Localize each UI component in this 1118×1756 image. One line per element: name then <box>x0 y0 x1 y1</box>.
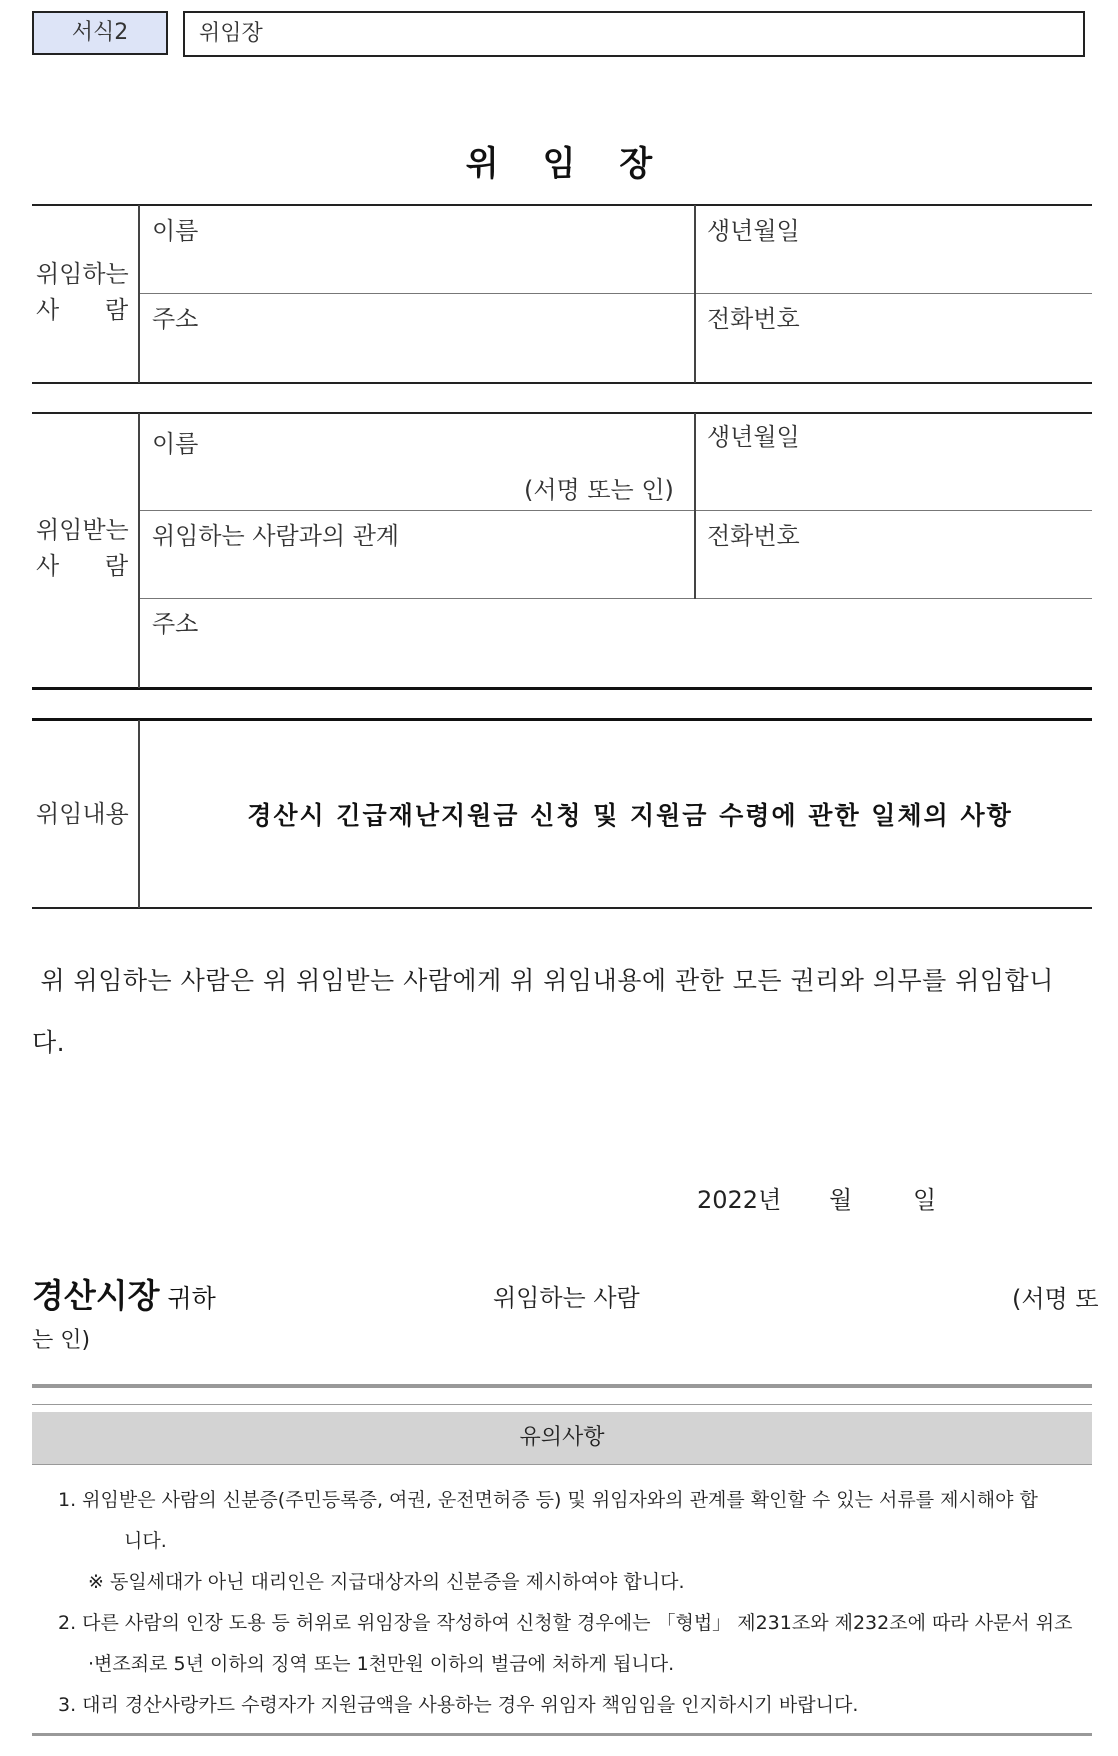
form-name-box: 위임장 <box>183 11 1085 57</box>
delegator-label-line1: 위임하는 <box>36 260 129 288</box>
sign-note: (서명 또 <box>1012 1285 1099 1313</box>
delegate-birth-field[interactable]: 생년월일 <box>707 423 800 451</box>
column-divider <box>694 413 696 599</box>
delegate-signature-note: (서명 또는 인) <box>524 476 674 504</box>
table-top-border <box>32 412 1092 414</box>
row-divider <box>139 510 1092 511</box>
date-day[interactable]: 일 <box>913 1186 937 1214</box>
statement-line: 다. <box>32 1028 66 1057</box>
delegator-label-line2: 사 람 <box>36 296 129 324</box>
notice-title: 유의사항 <box>32 1412 1092 1464</box>
page-title: 위임장 <box>465 144 697 184</box>
addressee <box>32 1270 216 1317</box>
signer-label[interactable]: 위임하는 사람 <box>493 1284 640 1312</box>
notice-divider <box>32 1464 1092 1465</box>
addressee-suffix: 귀하 <box>167 1284 216 1313</box>
delegate-name-field[interactable]: 이름 <box>152 430 199 458</box>
notice-divider <box>32 1384 1092 1388</box>
delegate-phone-field[interactable]: 전화번호 <box>707 522 800 550</box>
list-item: ·변조죄로 5년 이하의 징역 또는 1천만원 이하의 벌금에 처하게 됩니다. <box>88 1653 675 1675</box>
sign-note-continued: 는 인) <box>32 1328 91 1353</box>
table-bottom-border <box>32 907 1092 909</box>
row-divider <box>139 293 1092 294</box>
date-month[interactable]: 월 <box>829 1186 853 1214</box>
table-bottom-border <box>32 382 1092 384</box>
delegate-section-label <box>36 512 129 584</box>
addressee-name: 경산시장 <box>32 1276 160 1315</box>
table-bottom-border <box>32 687 1092 690</box>
statement-paragraph <box>32 950 1092 1074</box>
list-item: 니다. <box>124 1530 167 1552</box>
delegate-label-line1: 위임받는 <box>36 516 129 544</box>
form-number-badge: 서식2 <box>32 11 168 55</box>
list-item: 3. 대리 경산사랑카드 수령자가 지원금액을 사용하는 경우 위임자 책임임을 인지하시기 바랍니다. <box>58 1694 859 1716</box>
column-divider <box>138 413 140 688</box>
notice-list <box>58 1480 1088 1726</box>
delegator-phone-field[interactable]: 전화번호 <box>707 305 800 333</box>
date-year[interactable]: 2022년 <box>697 1186 782 1214</box>
delegator-address-field[interactable]: 주소 <box>152 305 199 333</box>
delegate-relation-field[interactable]: 위임하는 사람과의 관계 <box>152 522 400 550</box>
list-item: 2. 다른 사람의 인장 도용 등 허위로 위임장을 작성하여 신청할 경우에는 「형법」 제231조와 제232조에 따라 사문서 위조 <box>58 1612 1073 1634</box>
statement-line: 위 위임하는 사람은 위 위임받는 사람에게 위 위임내용에 관한 모든 권리와 의무를 위임합니 <box>32 966 1054 995</box>
row-divider <box>139 598 1092 599</box>
bottom-divider <box>32 1733 1092 1736</box>
delegation-label: 위임내용 <box>36 800 129 828</box>
notice-divider <box>32 1404 1092 1405</box>
delegator-section-label <box>36 256 129 328</box>
delegator-name-field[interactable]: 이름 <box>152 217 199 245</box>
column-divider <box>694 205 696 383</box>
delegate-address-field[interactable]: 주소 <box>152 610 199 638</box>
column-divider <box>138 205 140 383</box>
delegate-label-line2: 사 람 <box>36 552 129 580</box>
table-top-border <box>32 718 1092 721</box>
delegator-birth-field[interactable]: 생년월일 <box>707 217 800 245</box>
list-item: ※ 동일세대가 아닌 대리인은 지급대상자의 신분증을 제시하여야 합니다. <box>88 1571 685 1593</box>
delegation-content: 경산시 긴급재난지원금 신청 및 지원금 수령에 관한 일체의 사항 <box>247 801 1013 830</box>
table-top-border <box>32 204 1092 206</box>
list-item: 1. 위임받은 사람의 신분증(주민등록증, 여권, 운전면허증 등) 및 위임자와의 관계를 확인할 수 있는 서류를 제시해야 합 <box>58 1489 1038 1511</box>
